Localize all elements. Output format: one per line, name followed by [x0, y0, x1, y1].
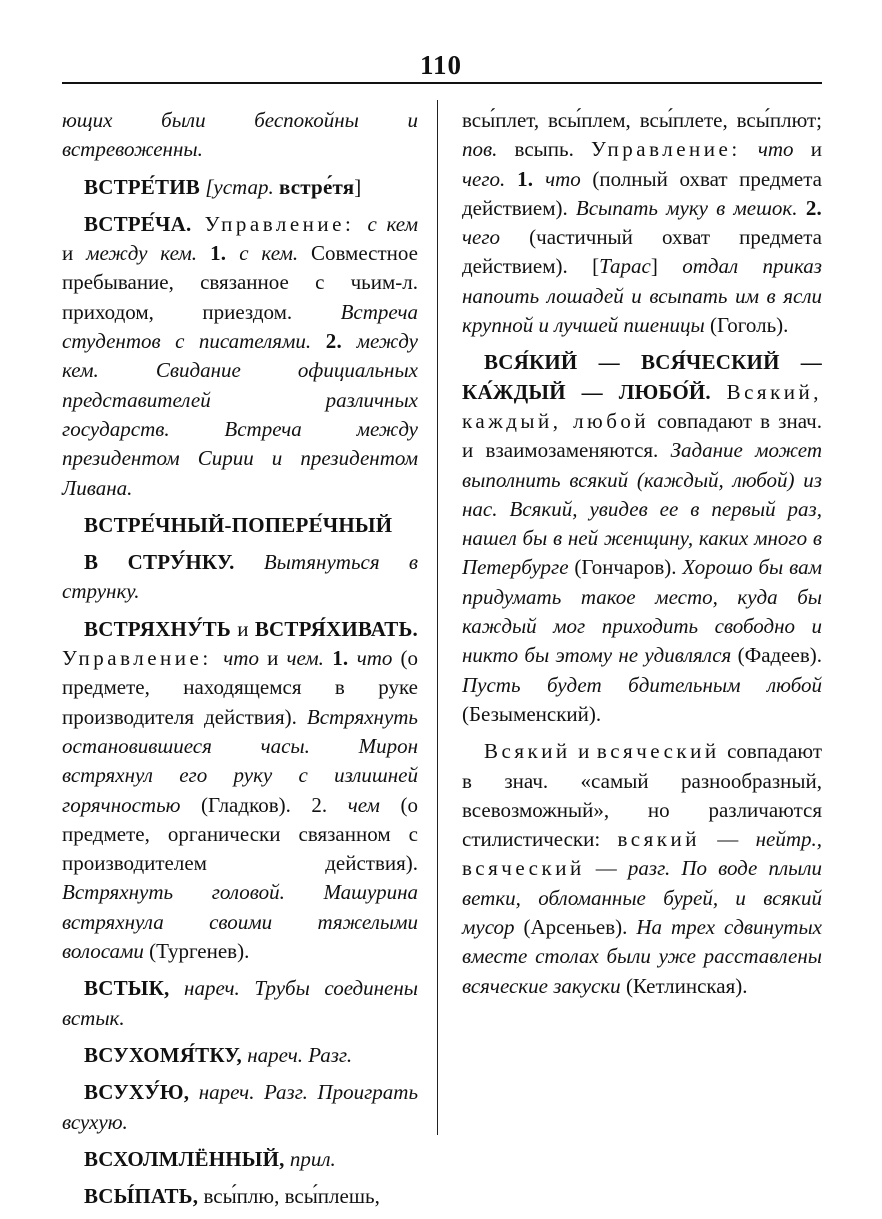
text: и	[793, 137, 822, 162]
entry-vsyakiy	[462, 348, 822, 729]
definition: Совместное пребывание, связанное с чьим-л. приходом, приездом.	[62, 241, 418, 324]
sense-number: 2.	[311, 329, 357, 354]
text: прил.	[284, 1146, 336, 1171]
text: чем.	[286, 646, 324, 671]
text	[741, 137, 758, 161]
headword: В СТРУ́НКУ.	[84, 550, 235, 575]
entry-vstrecha	[62, 210, 418, 503]
entry-v-strunku	[62, 548, 418, 607]
text: нареч. Разг.	[241, 1042, 353, 1067]
variant: встре́тя	[278, 174, 355, 199]
source: (Гончаров).	[568, 555, 683, 580]
text: с кем.	[239, 241, 299, 266]
example: Всыпать муку в мешок.	[575, 195, 798, 220]
entry-vsyakiy-note	[462, 737, 822, 1001]
example: Задание может выполнить всякий (каждый, любой) из нас. Всякий, увидев ее в первый раз, нашел бы в ней женщину, каких много в Петербурге	[462, 438, 822, 580]
entry-vstretiv	[62, 173, 418, 202]
text: Управление:	[62, 646, 224, 671]
left-column	[62, 106, 418, 1219]
text: между кем.	[86, 241, 198, 266]
text: Всякий, каждый, любой	[462, 379, 822, 433]
text: всяческий	[596, 739, 720, 764]
text: чем	[347, 792, 380, 817]
headword: ВСТРЕ́ТИВ	[84, 174, 200, 199]
text: Управление:	[191, 211, 368, 236]
text: —	[584, 856, 628, 881]
headword: ВСЫ́ПАТЬ,	[84, 1184, 199, 1209]
entry-vsypat-continuation	[462, 106, 822, 340]
headword: ВСТРЯ́ХИВАТЬ.	[254, 616, 418, 641]
entry-vstryakhnut	[62, 615, 418, 967]
text: всыпь.	[497, 137, 592, 162]
example: Встреча студентов с писателями.	[62, 299, 418, 354]
right-column	[462, 106, 822, 1009]
column-divider	[437, 100, 438, 1135]
entry-vstyk	[62, 974, 418, 1033]
source: (Безыменский).	[462, 701, 602, 726]
example: Встряхнуть остановившиеся часы. Мирон встряхнул его руку с излишней горячностью	[62, 704, 418, 817]
text: и	[258, 646, 287, 671]
text: что	[223, 646, 259, 671]
text: и	[570, 739, 597, 764]
example: нареч. Разг. Проиграть всухую.	[62, 1080, 418, 1134]
example: На трех сдвинутых вместе столах были уже расставлены всяческие закуски	[462, 915, 822, 998]
text: нейтр.,	[755, 827, 822, 852]
headword: ВСТРЕ́ЧНЫЙ-ПОПЕРЕ́ЧНЫЙ	[84, 512, 393, 537]
headword: ВСУХОМЯ́ТКУ,	[84, 1042, 242, 1067]
example: Свидание официальных представителей различных государств. Встреча между президентом Сирии и президентом Ливана.	[62, 358, 418, 500]
text: и	[62, 241, 87, 266]
example: разг. По воде плыли ветки, обломанные бурей, и всякий мусор	[462, 856, 823, 940]
text: Управление:	[591, 137, 741, 162]
text: —	[699, 827, 756, 852]
text: чего.	[462, 166, 506, 191]
example: Вытянуться в струнку.	[62, 550, 418, 604]
bracket: ]	[354, 174, 362, 199]
text: пов.	[462, 137, 498, 162]
text: и	[230, 616, 255, 641]
text: всякий	[617, 827, 700, 852]
example: нареч. Трубы соединены встык.	[62, 976, 418, 1030]
page-number: 110	[419, 50, 462, 80]
text: всяческий	[462, 856, 585, 881]
sense-number: 2.	[797, 195, 822, 220]
text: Тарас	[599, 254, 651, 279]
text: всы́плет, всы́плем, всы́плете, всы́плют;	[462, 108, 822, 132]
text: с кем	[367, 211, 418, 236]
example: отдал приказ напоить лошадей и всыпать им в ясли крупной и лучшей пшеницы	[462, 254, 822, 338]
definition: совпадают в знач. и взаимозаменяются.	[462, 408, 822, 463]
definition: совпадают в знач. «самый разнообразный, всевозможный», но различаются стилистически:	[462, 739, 822, 852]
text: что	[545, 166, 581, 191]
definition: (о предмете, находящемся в руке производителя действия).	[62, 646, 418, 729]
text: что	[757, 137, 794, 162]
text: всы́плю, всы́плешь,	[198, 1184, 380, 1209]
text: чего	[462, 225, 501, 250]
example: Хорошо бы вам придумать такое место, куда бы каждый мог приходить свободно и никто бы этому не удивлялся	[462, 555, 822, 668]
headword: ВСТЫК,	[84, 976, 170, 1001]
text	[711, 380, 727, 404]
source: (Тургенев).	[143, 939, 250, 964]
entry-vskholmlenny	[62, 1145, 418, 1174]
sense-number: 1.	[505, 166, 546, 191]
entry-vstrechny	[62, 511, 418, 540]
entry-vsypat	[62, 1182, 418, 1211]
definition: (о предмете, органически связанном с производителем действия).	[62, 792, 418, 876]
source: (Фадеев).	[731, 643, 822, 668]
example: Встряхнуть головой. Машурина встряхнула своими тяжелыми волосами	[62, 880, 418, 964]
source: (Гоголь).	[704, 313, 789, 338]
text: что	[356, 646, 393, 671]
header-rule	[62, 82, 822, 84]
sense-number: 1.	[323, 646, 357, 671]
entry-vsukhomyatku	[62, 1041, 418, 1070]
source: (Кетлинская).	[620, 973, 748, 998]
headword: ВСТРЕ́ЧА.	[84, 211, 192, 236]
example: Пусть будет бдительным любой	[462, 672, 822, 697]
text: Всякий	[484, 739, 571, 764]
definition: (частичный охват предмета действием). [	[462, 225, 822, 279]
sense-number: 1.	[197, 241, 240, 266]
headword: ВСХОЛМЛЁННЫЙ,	[84, 1146, 285, 1171]
entry-vsukhuyu	[62, 1078, 418, 1137]
headword: ВСТРЯХНУ́ТЬ	[84, 616, 231, 641]
entry-continuation: ющих были беспокойны и встревоженны.	[62, 108, 418, 162]
source: (Арсеньев).	[514, 915, 637, 940]
text: между кем.	[62, 329, 418, 383]
headword: ВСЯ́КИЙ — ВСЯ́ЧЕСКИЙ — КА́ЖДЫЙ — ЛЮБО́Й.	[462, 350, 822, 404]
definition: (полный охват предмета действием).	[462, 166, 822, 220]
text: ]	[650, 254, 683, 279]
headword: ВСУХУ́Ю,	[84, 1080, 190, 1105]
label: [устар.	[205, 174, 279, 199]
text: (Гладков). 2.	[180, 792, 348, 817]
